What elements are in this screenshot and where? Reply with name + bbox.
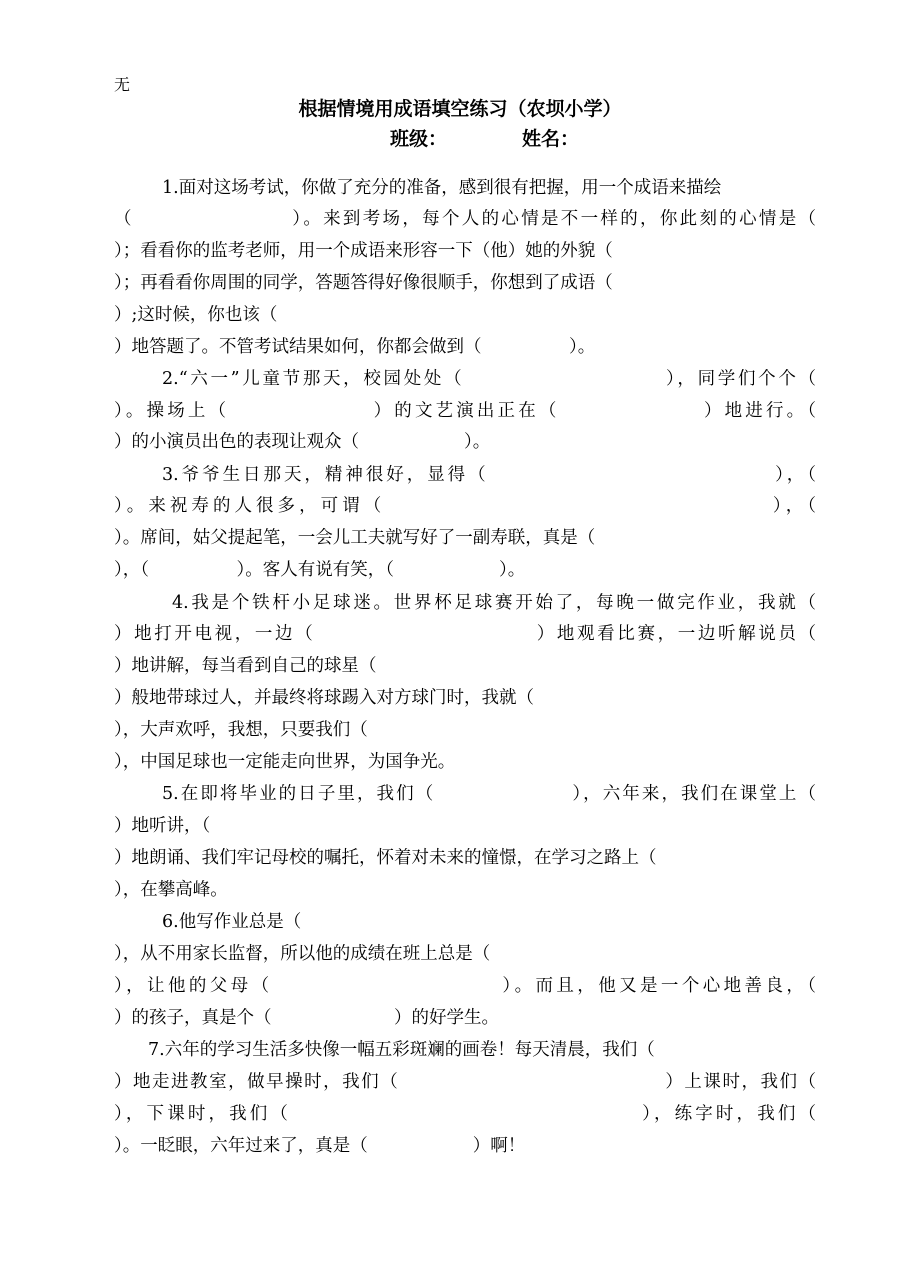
text-line: ）;这时候，你也该（ — [114, 305, 278, 325]
text-line: ）。操场上（ ）的文艺演出正在（ ）地进行。（ — [114, 401, 816, 421]
text-line: ）的孩子，真是个（ ）的好学生。 — [114, 1008, 499, 1028]
text-line: ）地讲解，每当看到自己的球星（ — [114, 656, 377, 676]
text-line: ），从不用家长监督，所以他的成绩在班上总是（ — [114, 944, 491, 964]
text-line: （ ）。来到考场，每个人的心情是不一样的，你此刻的心情是（ — [114, 209, 816, 229]
text-line: ）地朗诵、我们牢记母校的嘱托，怀着对未来的憧憬，在学习之路上（ — [114, 848, 657, 868]
class-label: 班级： — [390, 128, 448, 150]
text-line: ）的小演员出色的表现让观众（ ）。 — [114, 432, 491, 452]
text-line: ），中国足球也一定能走向世界，为国争光。 — [114, 752, 456, 772]
text-line: ）地走进教室，做早操时，我们（ ）上课时，我们（ — [114, 1072, 816, 1092]
text-line: ），（ ）。客人有说有笑，（ ）。 — [114, 560, 526, 580]
text-line: ）地答题了。不管考试结果如何，你都会做到（ ）。 — [114, 337, 596, 357]
text-line: ），下课时，我们（ ），练字时，我们（ — [114, 1104, 816, 1124]
text-line: 5.在即将毕业的日子里，我们（ ），六年来，我们在课堂上（ — [162, 784, 816, 804]
text-line: ）地听讲，（ — [114, 816, 211, 836]
text-line: ），在攀高峰。 — [114, 880, 228, 900]
text-line: ），让他的父母（ ）。而且，他又是一个心地善良，（ — [114, 976, 816, 996]
name-label: 姓名： — [522, 128, 580, 150]
text-line: 3.爷爷生日那天，精神很好，显得（ ），（ — [162, 465, 816, 485]
corner-mark: 无 — [114, 75, 131, 94]
text-line: 1.面对这场考试，你做了充分的准备，感到很有把握，用一个成语来描绘 — [162, 178, 722, 198]
text-line: 7.六年的学习生活多快像一幅五彩斑斓的画卷！每天清晨，我们（ — [148, 1040, 655, 1060]
text-line: ）。来祝寿的人很多，可谓（ ），（ — [114, 496, 816, 516]
text-line: ）。席间，姑父提起笔，一会儿工夫就写好了一副寿联，真是（ — [114, 528, 596, 548]
text-line: ）。一眨眼，六年过来了，真是（ ）啊！ — [114, 1136, 526, 1156]
text-line: ）；看看你的监考老师，用一个成语来形容一下（他）她的外貌（ — [114, 241, 613, 261]
text-line: 2.“六一”儿童节那天，校园处处（ ），同学们个个（ — [162, 369, 816, 389]
text-line: 6.他写作业总是（ — [162, 912, 302, 932]
text-line: ）般地带球过人，并最终将球踢入对方球门时，我就（ — [114, 688, 534, 708]
text-line: ）；再看看你周围的同学，答题答得好像很顺手，你想到了成语（ — [114, 273, 613, 293]
page-title: 根据情境用成语填空练习（农坝小学） — [298, 98, 622, 120]
text-line: 4.我是个铁杆小足球迷。世界杯足球赛开始了，每晚一做完作业，我就（ — [172, 593, 816, 613]
text-line: ），大声欢呼，我想，只要我们（ — [114, 720, 368, 740]
text-line: ）地打开电视，一边（ ）地观看比赛，一边听解说员（ — [114, 624, 816, 644]
